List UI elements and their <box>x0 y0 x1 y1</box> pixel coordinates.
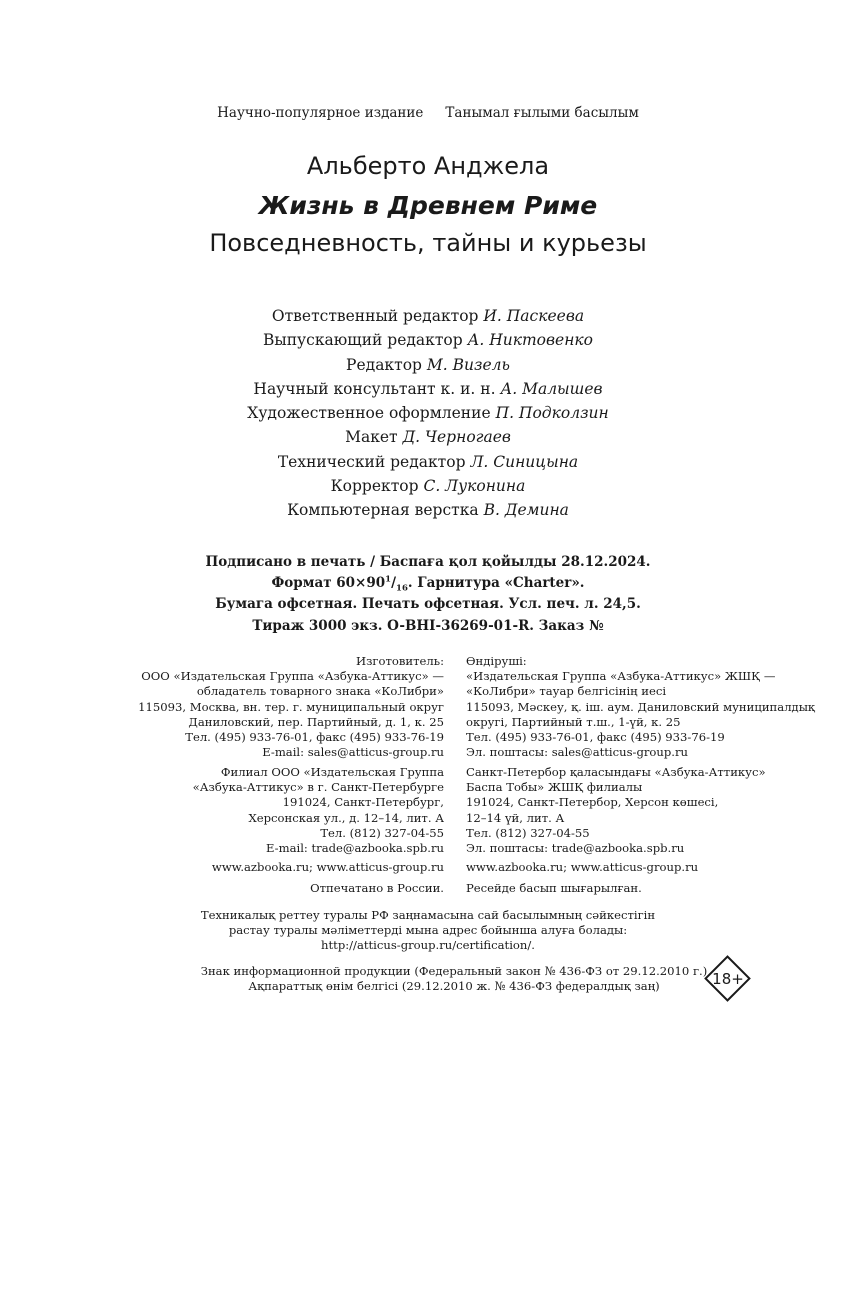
series-kz: Танымал ғылыми басылым <box>445 105 639 121</box>
print-details <box>0 552 856 637</box>
printed-kz: Ресейде басып шығарылған. <box>466 881 642 895</box>
printed-ru: Отпечатано в России. <box>310 881 444 895</box>
format-line: Формат $60\times 90^1/_{16}$. Гарнитура «Charter». <box>271 574 585 594</box>
credit-line: Технический редактор Л. Синицына <box>277 452 579 471</box>
websites-kz: www.azbooka.ru; www.atticus-group.ru <box>466 860 699 874</box>
branch-kz: Санкт-Петербор қаласындағы «Азбука-Аттикус» Баспа Тобы» ЖШҚ филиалы 191024, Санкт-Петербор, Херсон көшесі, 12–14 үй, лит. А Тел. (812) 327-04-55 Эл. поштасы: trade@azbooka.spb.ru <box>466 765 766 856</box>
credit-line: Художественное оформление П. Подколзин <box>247 404 609 423</box>
credit-line: Макет Д. Черногаев <box>345 428 511 447</box>
certification-note: Техникалық реттеу туралы РФ заңнамасына сай басылымның сәйкестігін растау туралы мәліметтерді мына адрес бойынша алуға болады: http://atticus-group.ru/certification/. <box>0 908 856 954</box>
credit-line: Компьютерная верстка В. Демина <box>287 501 569 520</box>
certification-link: http://atticus-group.ru/certification/. <box>321 938 535 953</box>
branch-ru: Филиал ООО «Издательская Группа «Азбука-Аттикус» в г. Санкт-Петербурге 191024, Санкт-Петербург, Херсонская ул., д. 12–14, лит. А Тел. (812) 327-04-55 E-mail: trade@azbooka.spb.ru <box>192 765 444 856</box>
credit-line: Ответственный редактор И. Паскеева <box>271 307 585 325</box>
credit-line: Научный консультант к. и. н. А. Малышев <box>253 379 603 398</box>
credit-line: Выпускающий редактор А. Никтовенко <box>263 331 593 350</box>
credits-list <box>0 304 856 523</box>
age-rating-badge <box>704 955 752 1003</box>
book-subtitle: Повседневность, тайны и курьезы <box>209 229 647 257</box>
book-title: Жизнь в Древнем Риме <box>258 191 598 220</box>
credit-line: Редактор М. Визель <box>346 355 510 374</box>
manufacturer-ru: Изготовитель: ООО «Издательская Группа «Азбука-Аттикус» — обладатель товарного знака «КоЛибри» 115093, Москва, вн. тер. г. муниципальный округ Даниловский, пер. Партийный, д. 1, к. 25 Тел. (495) 933-76-01, факс (495) 933-76-19 E-mail: sales@atticus-group.ru <box>138 654 444 760</box>
info-sign-note: Знак информационной продукции (Федеральный закон № 436-ФЗ от 29.12.2010 г.) Ақпараттық өнім белгісі (29.12.2010 ж. № 436-ФЗ федералдық заң) <box>200 964 708 994</box>
paper-line: Бумага офсетная. Печать офсетная. Усл. печ. л. 24,5. <box>215 596 641 613</box>
manufacturer-kz: Өндіруші: «Издательская Группа «Азбука-Аттикус» ЖШҚ — «КоЛибри» тауар белгісінің иесі 115093, Мәскеу, қ. іш. аум. Даниловский муниципалдық округі, Партийный т.ш., 1-үй, к. 25 Тел. (495) 933-76-01, факс (495) 933-76-19 Эл. поштасы: sales@atticus-group.ru <box>466 654 815 760</box>
series-ru: Научно-популярное издание <box>217 105 424 121</box>
websites-ru: www.azbooka.ru; www.atticus-group.ru <box>211 860 444 874</box>
book-author: Альберто Анджела <box>306 152 550 180</box>
credit-line: Корректор С. Луконина <box>330 477 526 496</box>
signed-line: Подписано в печать / Баспаға қол қойылды 28.12.2024. <box>205 554 651 570</box>
circulation-line: Тираж 3000 экз. O-BHI-36269-01-R. Заказ № <box>252 617 604 634</box>
series-line <box>0 105 856 121</box>
age-rating-text: 18+ <box>712 970 744 988</box>
